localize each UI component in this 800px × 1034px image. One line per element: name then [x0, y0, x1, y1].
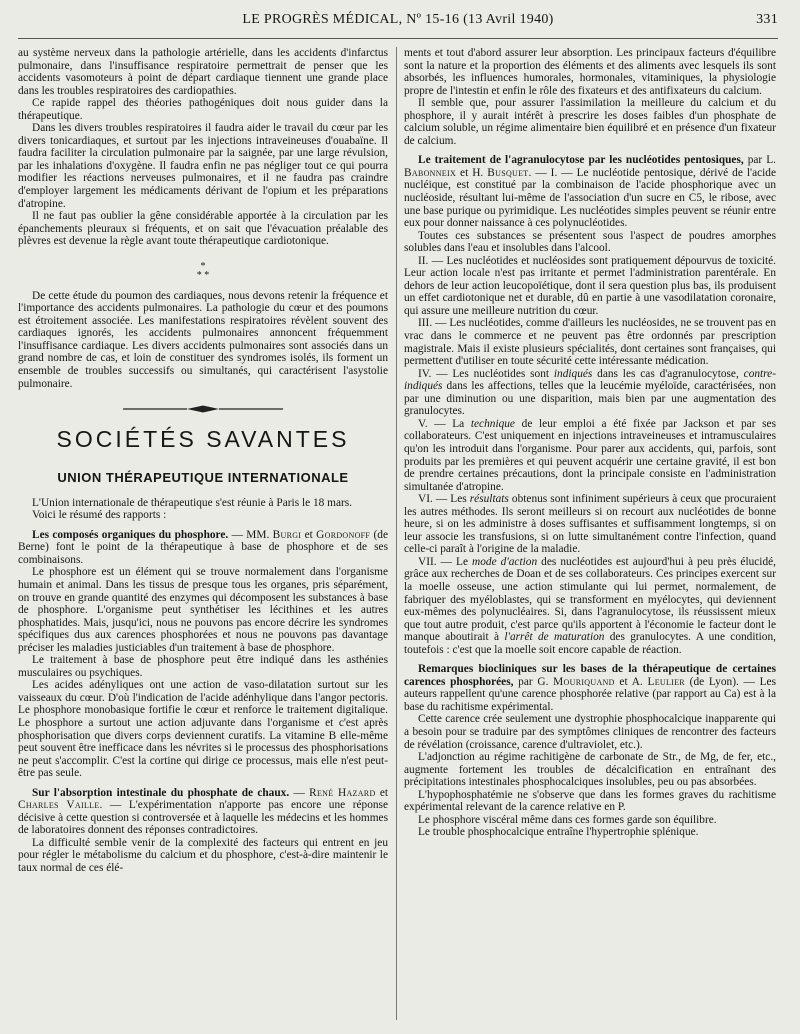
paragraph: Il ne faut pas oublier la gêne considérable apportée à la circulation par les épanchements pleuraux si fréquents, et on sait que l'évacuation préalable des plèvres est devenue la règle avant toute thérapeutique cardiotonique.: [18, 210, 388, 248]
ornament-divider: [18, 404, 388, 414]
text-fragment: (de Lyon). — Les auteurs rappellent qu'une carence phosphorée relative (par rapport au Ca) est à la base du rachitisme expérimental.: [404, 675, 776, 713]
paragraph: Le phosphore viscéral même dans ces formes garde son équilibre.: [418, 813, 717, 826]
report-entry: [404, 663, 776, 713]
paragraph: II. — Les nucléotides et nucléosides sont pratiquement dépourvus de toxicité. Leur action locale n'est pas irritante et permet l'administration parentérale. En dehors de leur action leucopoïétique, dont il sera question plus bas, ils produisent un effet cardiotonique net et durable, dû en partie à une vasodilatation coronaire, qui assure une meilleure nutrition du cœur.: [404, 254, 776, 317]
italic-term: l'arrêt de maturation: [504, 631, 605, 644]
paragraph: Cette carence crée seulement une dystrophie phosphocalcique inapparente qui a besoin pour se traduire par des symptômes cliniques de rencontrer des facteurs de révélation (croissance, carence d'ultraviolet, etc.).: [404, 713, 776, 751]
text-fragment: des granulocytes. A une condition, toutefois : c'est que la moelle soit encore capable de réaction.: [404, 631, 776, 656]
text-fragment: (de Berne) font le point de la thérapeutique à base de phosphore et de ses combinaisons.: [18, 528, 388, 566]
asterisk-top: *: [200, 260, 206, 272]
paragraph: [404, 368, 776, 418]
author-name: Busquet: [487, 166, 529, 179]
paragraph: au système nerveux dans la pathologie artérielle, dans les accidents d'infarctus pulmonaire, dans l'insuffisance respiratoire permettrait de penser que les accidents vasomoteurs à point de départ cardiaque tiennent une grande place dans les troubles respiratoires des cardiopathies.: [18, 47, 388, 97]
paragraph: III. — Les nucléotides, comme d'ailleurs les nucléosides, ne se trouvent pas en vrac dans le commerce et ne peuvent pas être ordonnés par prescription magistrale. Mais il existe plusieurs spécialités, dont certaines sont françaises, qui permettent d'utiliser en toute sécurité cette intéressante médication.: [404, 317, 776, 368]
author-name: Babonneix: [404, 166, 457, 179]
report-heading: Sur l'absorption intestinale du phosphate de chaux.: [32, 786, 290, 799]
text-fragment: . — L'expérimentation n'apporte pas encore une réponse décisive à cette question si controversée et à laquelle les médecins et les hommes de laboratoires donnent des réponses contradictoires.: [18, 799, 388, 837]
left-column: [18, 47, 388, 875]
paragraph: ments et tout d'abord assurer leur absorption. Les principaux facteurs d'équilibre sont la nature et la proportion des éléments et des aliments avec lesquels ils sont absorbés, les influences humorales, hormonales, vitaminiques, la physiologie propre de l'intestin et enfin le rôle des fixateurs et des antifixateurs du calcium.: [404, 47, 776, 97]
ornament-divider-icon: [123, 404, 283, 414]
text-fragment: — MM.: [228, 528, 273, 541]
italic-term: indiqués: [553, 367, 593, 380]
paragraph: Le phosphore est un élément qui se trouve normalement dans l'organisme humain et animal. Dans les tissus de presque tous les organes, pris séparément, on trouve en grande quantité des enzymes qui décomposent les substances à base de phosphore. L'organisme peut synthétiser les lécithines et les autres phosphatides. Mais, jusqu'ici, nous ne pouvons pas encore décrire les syndromes spécifiques dus aux carences phosphorées et nous ne pouvons pas davantage préciser les maladies justiciables d'un traitement à base de phosphore.: [18, 566, 388, 654]
paragraph: Voici le résumé des rapports :: [32, 509, 167, 522]
text-fragment: par L.: [743, 154, 776, 167]
text-fragment: dans les cas d'agranulocytose,: [592, 367, 744, 380]
paragraph: Toutes ces substances se présentent sous l'aspect de poudres amorphes solubles dans l'eau et insolubles dans l'alcool.: [404, 229, 776, 255]
text-fragment: et H.: [456, 166, 488, 179]
report-heading: Remarques biocliniques sur les bases de la thérapeutique de certaines carences phosphorées,: [404, 663, 776, 688]
text-fragment: dans les affections, telles que la leucémie myéloïde, caractérisées, non par une diminution ou une disparition, mais bien par une augmentation des granulocytes.: [404, 380, 776, 418]
text-fragment: et: [375, 786, 389, 799]
text-fragment: et A.: [614, 675, 648, 688]
paragraph: La difficulté semble venir de la complexité des facteurs qui entrent en jeu pour régler le métabolisme du calcium et du phosphore, c'est-à-dire maintenir le taux normal de ces élé-: [18, 836, 388, 874]
section-separator-asterisks: [18, 262, 388, 280]
author-name: Charles Vaille: [18, 799, 100, 812]
page-number: 331: [756, 12, 778, 27]
right-column: [404, 47, 776, 839]
section-title: SOCIÉTÉS SAVANTES: [56, 426, 350, 453]
society-name: UNION THÉRAPEUTIQUE INTERNATIONALE: [57, 470, 349, 486]
paragraph: L'adjonction au régime rachitigène de carbonate de Str., de Mg, de fer, etc., augmente fortement les troubles de décalcification en entraînant des précipitations intestinales phosphocalciques insolubles, peu ou pas absorbées.: [404, 751, 776, 789]
text-fragment: par G.: [513, 675, 554, 688]
author-name: Mouriquand: [553, 675, 615, 688]
italic-term: contre-indiqués: [404, 367, 776, 393]
text-fragment: obtenus sont infiniment supérieurs à ceux que procuraient les autres méthodes. Ils seront meilleurs si on recourt aux nucléotides de bonne heure, si on les administre à doses suffisantes et suffisamment longtemps, si on leur associe les transfusions, si on lutte simultanément contre l'infection, quand celle-ci paraît à l'origine de la maladie.: [404, 493, 776, 556]
asterisk-bottom: * *: [196, 269, 210, 281]
paragraph: Ce rapide rappel des théories pathogéniques doit nous guider dans la thérapeutique.: [18, 97, 388, 122]
text-fragment: —: [289, 786, 310, 799]
text-fragment: VII. — Le: [418, 555, 473, 568]
paragraph: Dans les divers troubles respiratoires il faudra aider le travail du cœur par les divers tonicardiaques, et surtout par les injections intraveineuses d'ouabaïne. Il faudra faciliter la circulation pulmonaire par la saignée, par une large révulsion, par les inhalations d'oxygène. Il faudra enfin ne pas négliger tout ce qui pourra modifier les réactions nerveuses pulmonaires, et il ne faudra pas craindre d'employer largement les médicaments dérivant de l'opium et les préparations d'atropine.: [18, 122, 388, 210]
text-fragment: des nucléotides est aujourd'hui à peu près élucidé, grâce aux recherches de Doan et de ses collaborateurs. Ces principes exercent sur la moelle osseuse, une action stimulante qui lui permet, normalement, de fabriquer des myéloblastes, qui se transforment en myélocytes, qui deviennent eux-mêmes des polynucléaires. Si, dans l'agranulocytose, ils réussissent mieux que tout autre produit, c'est parce qu'ils apportent à l'économie le facteur dont le manque aboutirait à: [404, 555, 776, 644]
text-fragment: VI. — Les: [418, 493, 470, 506]
paragraph: Les acides adényliques ont une action de vaso-dilatation surtout sur les vaisseaux du cœur. D'où l'indication de l'acide adénhylique dans l'angor pectoris. Le phosphore monobasique fortifie le cœur et renforce le traitement digitalique. Le phosphore a surtout une action adjuvante dans l'organisme et c'est après phosphorisation que divers corps deviennent curatifs. La vitamine B elle-même peut souvent être inefficace dans les névrites si le processus des phosphorisations ne peut s'accomplir. C'est la cortine qui dirige ce processus, mais elle n'est peut-être pas seule.: [18, 679, 388, 780]
text-fragment: et: [301, 528, 317, 541]
report-heading: Le traitement de l'agranulocytose par les nucléotides pentosiques,: [418, 154, 744, 167]
paragraph: L'Union internationale de thérapeutique s'est réunie à Paris le 18 mars.: [32, 496, 353, 509]
italic-term: technique: [470, 417, 515, 430]
text-fragment: de leur emploi a été fixée par Jackson et par ses collaborateurs. C'est uniquement en injections intraveineuses et intramusculaires qu'on les introduit dans l'organisme. Pour parer aux accidents, qui, parfois, sont produits par les premières et qui peuvent acquérir une certaine gravité, il est bon de prendre certaines précautions, dont la principale consiste en l'administration simultanée d'atropine.: [404, 417, 776, 493]
paragraph: Le traitement à base de phosphore peut être indiqué dans les asthénies musculaires ou psychiques.: [18, 654, 388, 679]
column-divider: [396, 47, 397, 1020]
text-fragment: IV. — Les nucléotides sont: [418, 367, 554, 380]
paragraph: L'hypophosphatémie ne s'observe que dans les formes graves du rachitisme expérimental relevant de la carence relative en P.: [404, 788, 776, 814]
paragraph: Il semble que, pour assurer l'assimilation la meilleure du calcium et du phosphore, il y aurait intérêt à prescrire les doses faibles d'un phosphate de calcium soluble, un régime alimentaire bien équilibré et en présence d'un fixateur de calcium.: [404, 97, 776, 147]
report-heading: Les composés organiques du phosphore.: [32, 528, 229, 541]
paragraph: De cette étude du poumon des cardiaques, nous devons retenir la fréquence et l'importance des accidents pulmonaires. La pathologie du cœur et des poumons est étroitement associée. Les manifestations respiratoires révèlent souvent des cardiaques ignorés, les accidents pulmonaires annoncent fréquemment l'insuffisance cardiaque. Les divers accidents pulmonaires sont associés dans un grand nombre de cas, et loin de constituer des syndromes isolés, ils forment un ensemble de troubles successifs ou simultanés, qui caractérisent l'asystolie pulmonaire.: [18, 289, 388, 390]
author-name: René Hazard: [309, 786, 376, 799]
italic-term: résultats: [469, 493, 509, 506]
paragraph: Le trouble phosphocalcique entraîne l'hypertrophie splénique.: [418, 826, 699, 839]
report-entry: [404, 154, 776, 229]
page-header: [18, 10, 778, 39]
paragraph: [404, 493, 776, 556]
report-entry: [18, 529, 388, 567]
italic-term: mode d'action: [472, 555, 538, 568]
report-entry: [18, 787, 388, 837]
text-fragment: . — I. — Le nucléotide pentosique, dérivé de l'acide nucléique, est constitué par la combinaison de l'acide phosphorique avec un nucléoside, résultant lui-même de l'association d'un sucre en C5, le ribose, avec une base purique ou pyrimidique. Les nucléotides simples peuvent se réunir entre eux pour donner naissance à ces polynucléotides.: [404, 166, 776, 230]
journal-title: LE PROGRÈS MÉDICAL, Nº 15-16 (13 Avril 1940): [242, 12, 554, 27]
author-name: Leulier: [647, 675, 685, 688]
text-fragment: V. — La: [418, 417, 471, 430]
author-name: Gordonoff: [316, 528, 371, 541]
paragraph: [404, 556, 776, 656]
author-name: Burgi: [272, 528, 302, 541]
paragraph: [404, 418, 776, 493]
